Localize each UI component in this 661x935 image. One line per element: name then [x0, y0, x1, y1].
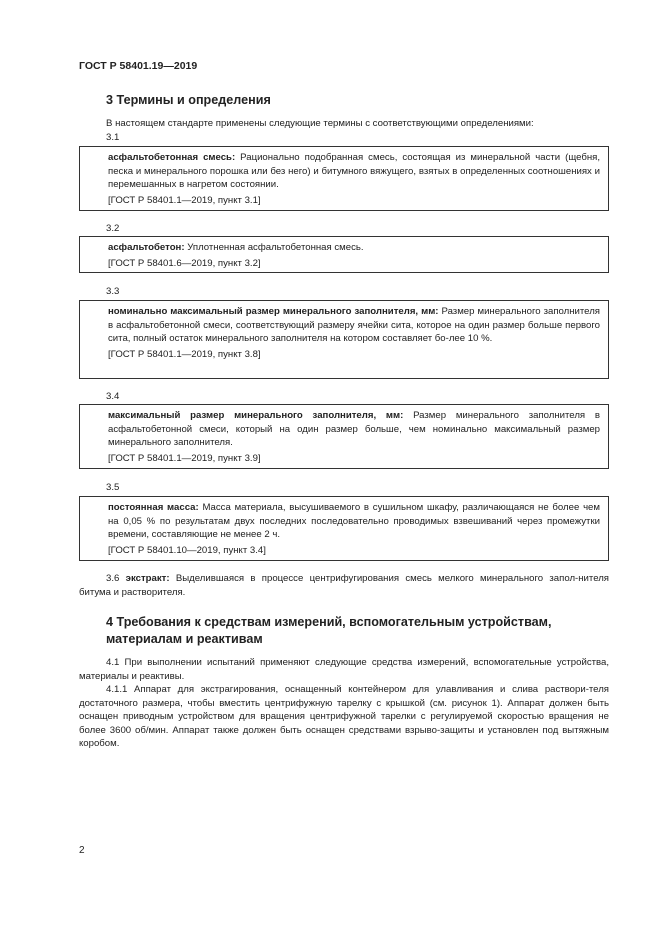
section-4-title-line-2: материалам и реактивам: [106, 632, 263, 646]
term-definition: [108, 305, 600, 346]
term-number: 3.5: [106, 482, 120, 493]
term-name: максимальный размер минерального заполнителя, мм:: [108, 410, 404, 421]
term-source: [ГОСТ Р 58401.6—2019, пункт 3.2]: [108, 257, 261, 269]
term-number: 3.3: [106, 286, 120, 297]
term-text: Размер минерального заполнителя в асфальтобетонной смеси, который на один размер больше, чем номинально максимальный размер минерального заполнителя.: [108, 410, 600, 449]
term-name: постоянная масса:: [108, 502, 199, 513]
term-text: Выделившаяся в процессе центрифугирования смесь мелкого минерального запол-нителя битума и растворителя.: [79, 573, 610, 598]
section-3-title: 3 Термины и определения: [106, 93, 271, 107]
term-source: [ГОСТ Р 58401.1—2019, пункт 3.8]: [108, 348, 261, 360]
term-number: 3.1: [106, 132, 120, 143]
term-box: [79, 146, 609, 211]
term-box: [79, 404, 609, 469]
term-definition: [108, 501, 600, 542]
term-source: [ГОСТ Р 58401.1—2019, пункт 3.1]: [108, 194, 261, 206]
term-box: [79, 496, 609, 561]
term-definition: [108, 241, 600, 255]
term-definition: [108, 409, 600, 450]
term-3-6-paragraph: [79, 572, 609, 599]
paragraph-4-1: 4.1 При выполнении испытаний применяют следующие средства измерений, вспомогательные устройства, материалы и реактивы.: [79, 657, 609, 682]
term-text: Масса материала, высушиваемого в сушильном шкафу, различающаяся не более чем на 0,05 % по результатам двух последних последовательно проводимых взвешиваний через промежутки времени, составляющие не менее 2 ч.: [108, 502, 600, 541]
term-number: 3.2: [106, 223, 120, 234]
section-4-title: [106, 614, 552, 648]
page-number: 2: [79, 845, 85, 856]
term-source: [ГОСТ Р 58401.10—2019, пункт 3.4]: [108, 544, 266, 556]
term-box: [79, 236, 609, 273]
term-text: Рационально подобранная смесь, состоящая из минеральной части (щебня, песка и минерального порошка или без него) и битумного вяжущего, взятых в определенных соотношениях и перемешанных в нагретом состоянии.: [108, 152, 600, 191]
term-name: номинально максимальный размер минерального заполнителя, мм:: [108, 306, 439, 317]
term-box: [79, 300, 609, 379]
term-text: Уплотненная асфальтобетонная смесь.: [184, 242, 364, 253]
term-source: [ГОСТ Р 58401.1—2019, пункт 3.9]: [108, 452, 261, 464]
term-text: Размер минерального заполнителя в асфальтобетонной смеси, соответствующий размеру ячейки сита, которое на один размер больше первого сита, полный остаток минерального заполнителя на котором составляет бо-лее 10 %.: [108, 306, 600, 345]
term-number: 3.6: [106, 573, 120, 584]
term-definition: [108, 151, 600, 192]
term-number: 3.4: [106, 391, 120, 402]
document-code-header: ГОСТ Р 58401.19—2019: [79, 60, 198, 72]
term-name: асфальтобетон:: [108, 242, 185, 253]
section-4-title-line-1: 4 Требования к средствам измерений, вспомогательным устройствам,: [106, 615, 552, 629]
term-name: экстракт:: [125, 573, 170, 584]
paragraph-4-1-1: 4.1.1 Аппарат для экстрагирования, оснащенный контейнером для улавливания и слива раствори-теля достаточного размера, чтобы вместить центрифужную тарелку с крышкой (см. рисунок 1). Аппарат должен быть оснащен приводным устройством для вращения центрифужной тарелки с регулируемой скоростью вращения не более 3600 об/мин. Аппарат также должен быть оснащен средствами взрыво-защиты и установлен под вытяжным коробом.: [79, 684, 609, 750]
section-3-intro: В настоящем стандарте применены следующие термины с соответствующими определениями:: [106, 118, 534, 129]
term-name: асфальтобетонная смесь:: [108, 152, 236, 163]
